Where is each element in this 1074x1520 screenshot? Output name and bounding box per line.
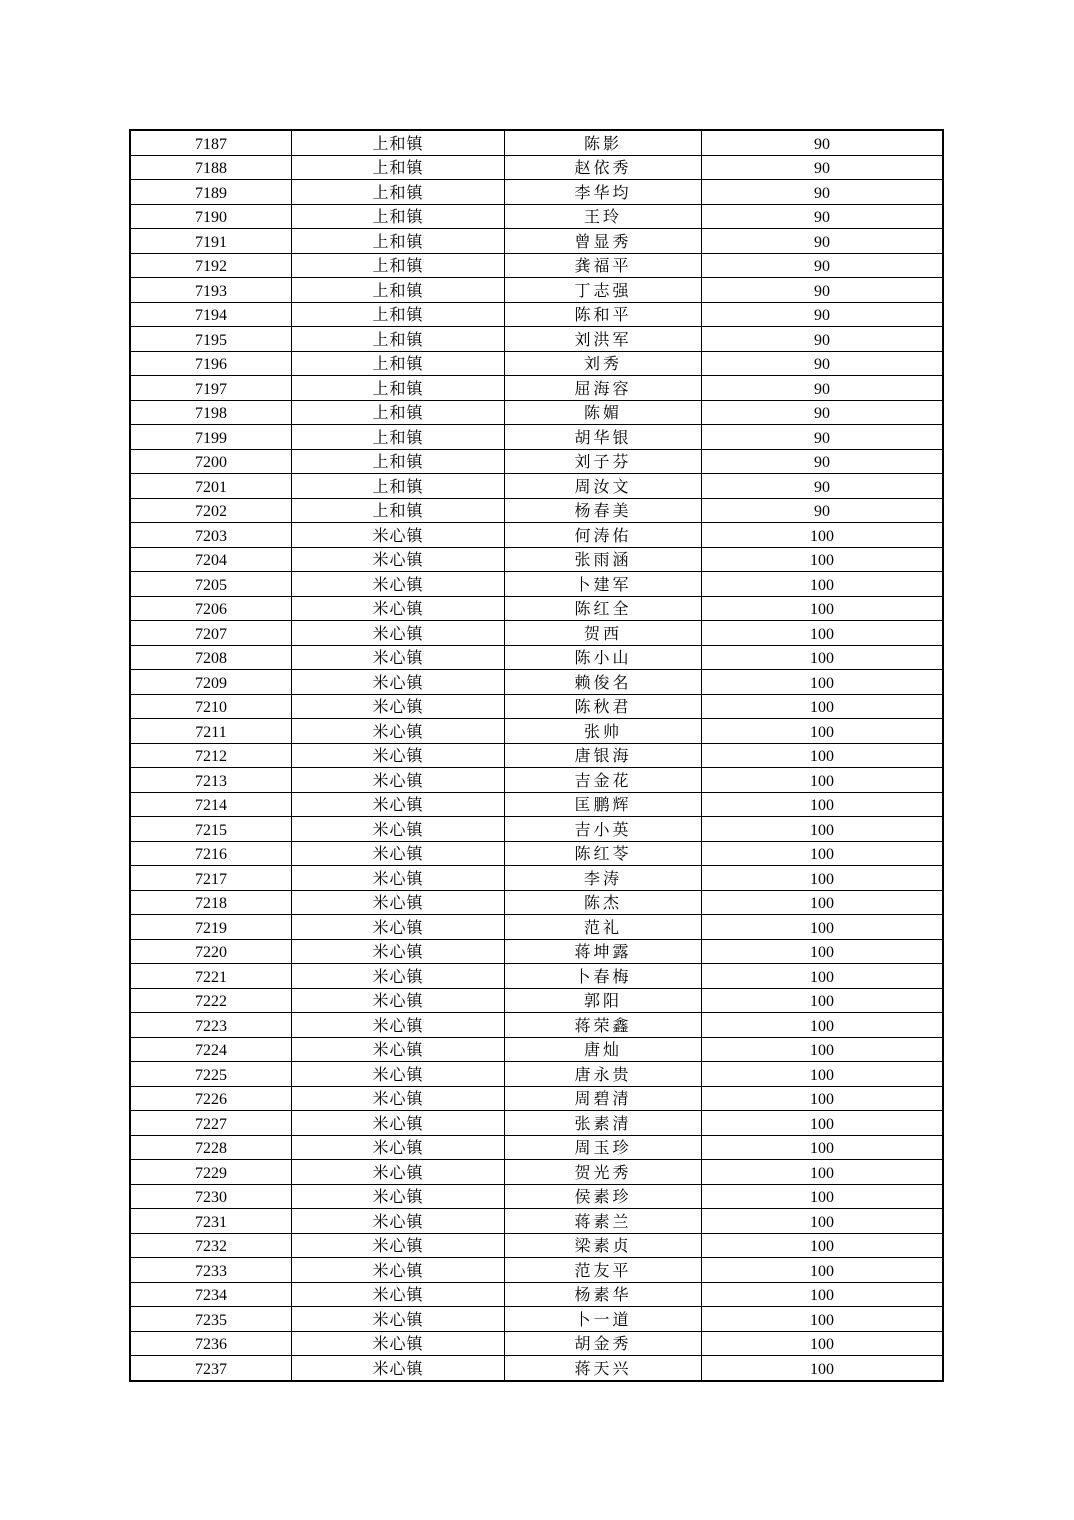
- table-row: [130, 523, 943, 548]
- town-cell: 上和镇: [292, 400, 505, 425]
- person-name-cell: 蒋天兴: [505, 1356, 702, 1381]
- town-cell: 上和镇: [292, 449, 505, 474]
- amount-cell: 90: [702, 425, 944, 450]
- row-number-cell: 7213: [130, 768, 292, 793]
- amount-cell: 100: [702, 596, 944, 621]
- amount-cell: 100: [702, 915, 944, 940]
- town-cell: 米心镇: [292, 1013, 505, 1038]
- town-cell: 上和镇: [292, 278, 505, 303]
- table-row: [130, 939, 943, 964]
- table-row: [130, 1013, 943, 1038]
- row-number-cell: 7218: [130, 890, 292, 915]
- town-cell: 米心镇: [292, 915, 505, 940]
- table-row: [130, 155, 943, 180]
- row-number-cell: 7222: [130, 988, 292, 1013]
- table-row: [130, 719, 943, 744]
- row-number-cell: 7216: [130, 841, 292, 866]
- table-row: [130, 866, 943, 891]
- amount-cell: 90: [702, 302, 944, 327]
- town-cell: 米心镇: [292, 1184, 505, 1209]
- row-number-cell: 7232: [130, 1233, 292, 1258]
- town-cell: 米心镇: [292, 841, 505, 866]
- amount-cell: 100: [702, 1160, 944, 1185]
- row-number-cell: 7233: [130, 1258, 292, 1283]
- town-cell: 米心镇: [292, 792, 505, 817]
- amount-cell: 90: [702, 180, 944, 205]
- amount-cell: 100: [702, 523, 944, 548]
- row-number-cell: 7205: [130, 572, 292, 597]
- person-name-cell: 唐永贵: [505, 1062, 702, 1087]
- row-number-cell: 7208: [130, 645, 292, 670]
- row-number-cell: 7194: [130, 302, 292, 327]
- amount-cell: 100: [702, 1356, 944, 1381]
- person-name-cell: 郭阳: [505, 988, 702, 1013]
- amount-cell: 100: [702, 645, 944, 670]
- table-row: [130, 400, 943, 425]
- row-number-cell: 7224: [130, 1037, 292, 1062]
- table-row: [130, 1111, 943, 1136]
- amount-cell: 100: [702, 1331, 944, 1356]
- amount-cell: 100: [702, 1062, 944, 1087]
- person-name-cell: 杨春美: [505, 498, 702, 523]
- table-row: [130, 596, 943, 621]
- table-row: [130, 621, 943, 646]
- amount-cell: 100: [702, 866, 944, 891]
- row-number-cell: 7219: [130, 915, 292, 940]
- amount-cell: 90: [702, 376, 944, 401]
- amount-cell: 100: [702, 1184, 944, 1209]
- amount-cell: 100: [702, 1135, 944, 1160]
- table-row: [130, 474, 943, 499]
- person-name-cell: 贺光秀: [505, 1160, 702, 1185]
- row-number-cell: 7237: [130, 1356, 292, 1381]
- row-number-cell: 7195: [130, 327, 292, 352]
- row-number-cell: 7226: [130, 1086, 292, 1111]
- town-cell: 米心镇: [292, 866, 505, 891]
- table-row: [130, 498, 943, 523]
- amount-cell: 100: [702, 988, 944, 1013]
- town-cell: 米心镇: [292, 1111, 505, 1136]
- table-row: [130, 547, 943, 572]
- row-number-cell: 7200: [130, 449, 292, 474]
- row-number-cell: 7197: [130, 376, 292, 401]
- table-row: [130, 988, 943, 1013]
- table-row: [130, 351, 943, 376]
- person-name-cell: 周汝文: [505, 474, 702, 499]
- person-name-cell: 张雨涵: [505, 547, 702, 572]
- amount-cell: 90: [702, 449, 944, 474]
- amount-cell: 100: [702, 890, 944, 915]
- person-name-cell: 吉小英: [505, 817, 702, 842]
- person-name-cell: 何涛佑: [505, 523, 702, 548]
- roster-table-body: [130, 130, 943, 1381]
- table-row: [130, 964, 943, 989]
- town-cell: 米心镇: [292, 1307, 505, 1332]
- row-number-cell: 7236: [130, 1331, 292, 1356]
- amount-cell: 100: [702, 694, 944, 719]
- person-name-cell: 曾显秀: [505, 229, 702, 254]
- table-row: [130, 130, 943, 155]
- person-name-cell: 陈影: [505, 130, 702, 155]
- town-cell: 米心镇: [292, 890, 505, 915]
- table-row: [130, 670, 943, 695]
- town-cell: 上和镇: [292, 130, 505, 155]
- person-name-cell: 周碧清: [505, 1086, 702, 1111]
- town-cell: 米心镇: [292, 645, 505, 670]
- town-cell: 上和镇: [292, 204, 505, 229]
- row-number-cell: 7215: [130, 817, 292, 842]
- person-name-cell: 李华均: [505, 180, 702, 205]
- table-row: [130, 229, 943, 254]
- amount-cell: 100: [702, 768, 944, 793]
- town-cell: 米心镇: [292, 1037, 505, 1062]
- row-number-cell: 7188: [130, 155, 292, 180]
- town-cell: 米心镇: [292, 719, 505, 744]
- town-cell: 米心镇: [292, 547, 505, 572]
- person-name-cell: 陈和平: [505, 302, 702, 327]
- person-name-cell: 梁素贞: [505, 1233, 702, 1258]
- person-name-cell: 丁志强: [505, 278, 702, 303]
- person-name-cell: 张帅: [505, 719, 702, 744]
- table-row: [130, 1258, 943, 1283]
- amount-cell: 90: [702, 498, 944, 523]
- table-row: [130, 1307, 943, 1332]
- amount-cell: 100: [702, 1233, 944, 1258]
- row-number-cell: 7187: [130, 130, 292, 155]
- table-row: [130, 1160, 943, 1185]
- town-cell: 米心镇: [292, 1086, 505, 1111]
- row-number-cell: 7212: [130, 743, 292, 768]
- amount-cell: 90: [702, 474, 944, 499]
- person-name-cell: 陈小山: [505, 645, 702, 670]
- row-number-cell: 7214: [130, 792, 292, 817]
- table-row: [130, 645, 943, 670]
- person-name-cell: 蒋素兰: [505, 1209, 702, 1234]
- person-name-cell: 刘子芬: [505, 449, 702, 474]
- amount-cell: 90: [702, 204, 944, 229]
- person-name-cell: 吉金花: [505, 768, 702, 793]
- amount-cell: 100: [702, 964, 944, 989]
- person-name-cell: 陈秋君: [505, 694, 702, 719]
- town-cell: 米心镇: [292, 743, 505, 768]
- town-cell: 米心镇: [292, 768, 505, 793]
- person-name-cell: 胡华银: [505, 425, 702, 450]
- row-number-cell: 7193: [130, 278, 292, 303]
- person-name-cell: 刘秀: [505, 351, 702, 376]
- person-name-cell: 唐银海: [505, 743, 702, 768]
- person-name-cell: 范礼: [505, 915, 702, 940]
- amount-cell: 100: [702, 719, 944, 744]
- table-row: [130, 204, 943, 229]
- person-name-cell: 范友平: [505, 1258, 702, 1283]
- amount-cell: 90: [702, 351, 944, 376]
- town-cell: 米心镇: [292, 1331, 505, 1356]
- table-row: [130, 1086, 943, 1111]
- person-name-cell: 胡金秀: [505, 1331, 702, 1356]
- table-row: [130, 1356, 943, 1381]
- town-cell: 米心镇: [292, 939, 505, 964]
- person-name-cell: 侯素珍: [505, 1184, 702, 1209]
- amount-cell: 100: [702, 1013, 944, 1038]
- town-cell: 米心镇: [292, 964, 505, 989]
- town-cell: 上和镇: [292, 425, 505, 450]
- person-name-cell: 刘洪军: [505, 327, 702, 352]
- row-number-cell: 7190: [130, 204, 292, 229]
- table-row: [130, 1135, 943, 1160]
- town-cell: 米心镇: [292, 1258, 505, 1283]
- row-number-cell: 7203: [130, 523, 292, 548]
- table-row: [130, 792, 943, 817]
- town-cell: 米心镇: [292, 1209, 505, 1234]
- row-number-cell: 7206: [130, 596, 292, 621]
- amount-cell: 90: [702, 327, 944, 352]
- person-name-cell: 周玉珍: [505, 1135, 702, 1160]
- town-cell: 上和镇: [292, 351, 505, 376]
- row-number-cell: 7201: [130, 474, 292, 499]
- town-cell: 米心镇: [292, 817, 505, 842]
- row-number-cell: 7202: [130, 498, 292, 523]
- amount-cell: 100: [702, 1307, 944, 1332]
- amount-cell: 90: [702, 130, 944, 155]
- table-row: [130, 425, 943, 450]
- town-cell: 上和镇: [292, 180, 505, 205]
- amount-cell: 100: [702, 743, 944, 768]
- row-number-cell: 7198: [130, 400, 292, 425]
- table-row: [130, 743, 943, 768]
- person-name-cell: 卜一道: [505, 1307, 702, 1332]
- row-number-cell: 7189: [130, 180, 292, 205]
- person-name-cell: 赖俊名: [505, 670, 702, 695]
- person-name-cell: 陈杰: [505, 890, 702, 915]
- amount-cell: 100: [702, 792, 944, 817]
- amount-cell: 100: [702, 1209, 944, 1234]
- person-name-cell: 张素清: [505, 1111, 702, 1136]
- row-number-cell: 7199: [130, 425, 292, 450]
- table-row: [130, 1184, 943, 1209]
- row-number-cell: 7223: [130, 1013, 292, 1038]
- amount-cell: 100: [702, 547, 944, 572]
- amount-cell: 90: [702, 400, 944, 425]
- row-number-cell: 7229: [130, 1160, 292, 1185]
- row-number-cell: 7235: [130, 1307, 292, 1332]
- table-row: [130, 841, 943, 866]
- amount-cell: 90: [702, 229, 944, 254]
- amount-cell: 100: [702, 1086, 944, 1111]
- table-row: [130, 278, 943, 303]
- town-cell: 米心镇: [292, 670, 505, 695]
- table-row: [130, 1037, 943, 1062]
- row-number-cell: 7227: [130, 1111, 292, 1136]
- row-number-cell: 7196: [130, 351, 292, 376]
- town-cell: 上和镇: [292, 253, 505, 278]
- row-number-cell: 7192: [130, 253, 292, 278]
- amount-cell: 100: [702, 841, 944, 866]
- town-cell: 米心镇: [292, 1062, 505, 1087]
- amount-cell: 100: [702, 670, 944, 695]
- table-row: [130, 180, 943, 205]
- person-name-cell: 匡鹏辉: [505, 792, 702, 817]
- person-name-cell: 龚福平: [505, 253, 702, 278]
- table-row: [130, 1062, 943, 1087]
- row-number-cell: 7211: [130, 719, 292, 744]
- table-row: [130, 376, 943, 401]
- town-cell: 米心镇: [292, 1135, 505, 1160]
- table-row: [130, 1331, 943, 1356]
- table-row: [130, 1282, 943, 1307]
- table-row: [130, 694, 943, 719]
- town-cell: 米心镇: [292, 572, 505, 597]
- town-cell: 米心镇: [292, 1233, 505, 1258]
- row-number-cell: 7228: [130, 1135, 292, 1160]
- table-row: [130, 449, 943, 474]
- amount-cell: 90: [702, 278, 944, 303]
- person-name-cell: 赵依秀: [505, 155, 702, 180]
- town-cell: 上和镇: [292, 327, 505, 352]
- table-row: [130, 915, 943, 940]
- person-name-cell: 陈红全: [505, 596, 702, 621]
- person-name-cell: 陈红苓: [505, 841, 702, 866]
- person-name-cell: 王玲: [505, 204, 702, 229]
- row-number-cell: 7217: [130, 866, 292, 891]
- table-row: [130, 1209, 943, 1234]
- table-row: [130, 768, 943, 793]
- amount-cell: 90: [702, 155, 944, 180]
- row-number-cell: 7209: [130, 670, 292, 695]
- table-row: [130, 302, 943, 327]
- amount-cell: 100: [702, 1111, 944, 1136]
- row-number-cell: 7220: [130, 939, 292, 964]
- amount-cell: 100: [702, 939, 944, 964]
- town-cell: 米心镇: [292, 1282, 505, 1307]
- row-number-cell: 7234: [130, 1282, 292, 1307]
- person-name-cell: 卜春梅: [505, 964, 702, 989]
- amount-cell: 100: [702, 817, 944, 842]
- town-cell: 上和镇: [292, 376, 505, 401]
- town-cell: 上和镇: [292, 155, 505, 180]
- person-name-cell: 蒋坤露: [505, 939, 702, 964]
- town-cell: 米心镇: [292, 694, 505, 719]
- row-number-cell: 7231: [130, 1209, 292, 1234]
- town-cell: 米心镇: [292, 1356, 505, 1381]
- row-number-cell: 7207: [130, 621, 292, 646]
- table-row: [130, 817, 943, 842]
- person-name-cell: 卜建军: [505, 572, 702, 597]
- person-name-cell: 蒋荣鑫: [505, 1013, 702, 1038]
- table-row: [130, 327, 943, 352]
- amount-cell: 100: [702, 1282, 944, 1307]
- row-number-cell: 7204: [130, 547, 292, 572]
- person-name-cell: 李涛: [505, 866, 702, 891]
- town-cell: 米心镇: [292, 1160, 505, 1185]
- table-row: [130, 253, 943, 278]
- town-cell: 米心镇: [292, 621, 505, 646]
- person-name-cell: 杨素华: [505, 1282, 702, 1307]
- amount-cell: 100: [702, 621, 944, 646]
- town-cell: 米心镇: [292, 523, 505, 548]
- town-cell: 上和镇: [292, 474, 505, 499]
- person-name-cell: 贺西: [505, 621, 702, 646]
- person-name-cell: 陈媚: [505, 400, 702, 425]
- table-row: [130, 1233, 943, 1258]
- town-cell: 上和镇: [292, 229, 505, 254]
- town-cell: 米心镇: [292, 596, 505, 621]
- person-name-cell: 屈海容: [505, 376, 702, 401]
- amount-cell: 90: [702, 253, 944, 278]
- town-cell: 米心镇: [292, 988, 505, 1013]
- town-cell: 上和镇: [292, 498, 505, 523]
- table-row: [130, 890, 943, 915]
- roster-table: [129, 129, 944, 1382]
- row-number-cell: 7191: [130, 229, 292, 254]
- table-row: [130, 572, 943, 597]
- row-number-cell: 7221: [130, 964, 292, 989]
- amount-cell: 100: [702, 572, 944, 597]
- row-number-cell: 7210: [130, 694, 292, 719]
- row-number-cell: 7230: [130, 1184, 292, 1209]
- town-cell: 上和镇: [292, 302, 505, 327]
- row-number-cell: 7225: [130, 1062, 292, 1087]
- amount-cell: 100: [702, 1258, 944, 1283]
- amount-cell: 100: [702, 1037, 944, 1062]
- person-name-cell: 唐灿: [505, 1037, 702, 1062]
